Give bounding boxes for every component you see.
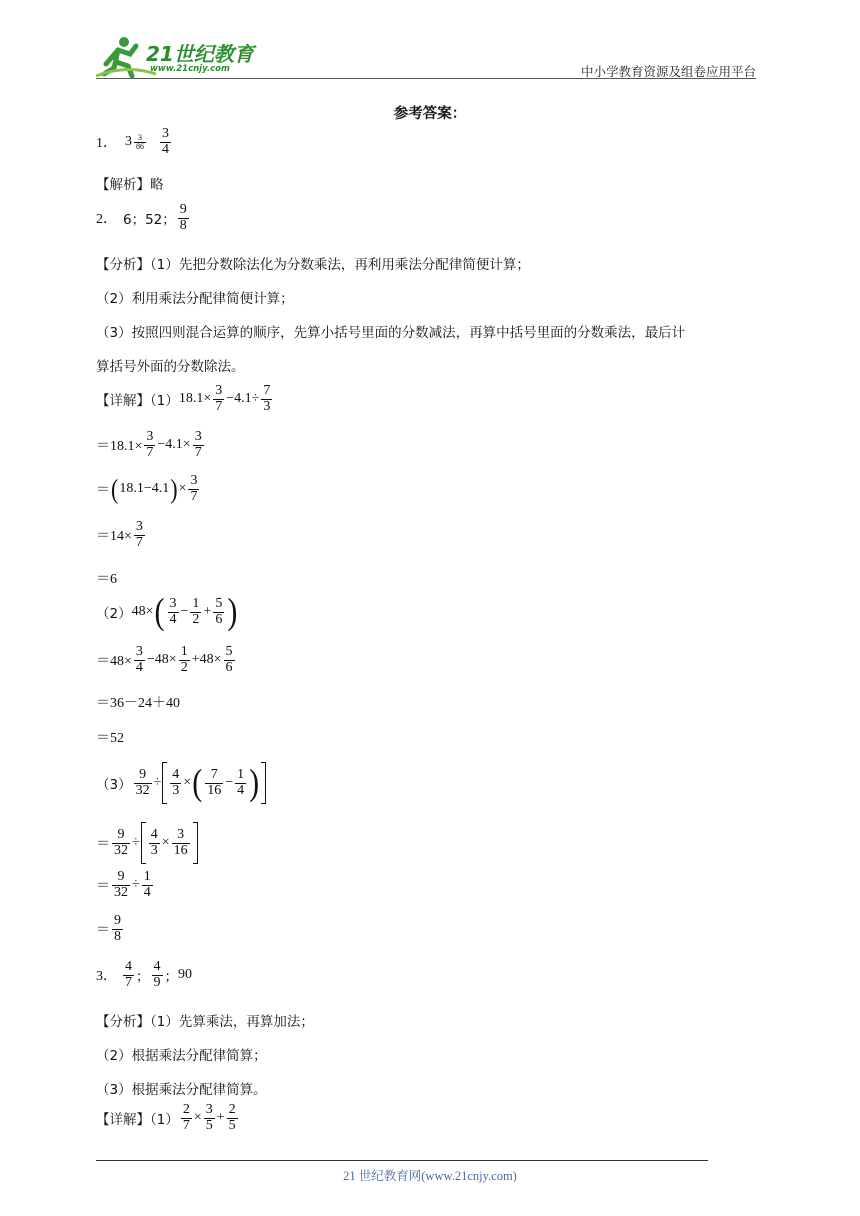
q3-analysis-3: （3）根据乘法分配律简算。: [96, 1082, 267, 1098]
q2-analysis-2: （2）利用乘法分配律简便计算；: [96, 291, 294, 307]
q2-answer: 2． 6；52； $\frac{9}{8}$: [96, 202, 187, 233]
q2-p2-result: ＝52: [96, 731, 124, 746]
footer-text: 21 世纪教育网(www.21cnjy.com): [343, 1169, 517, 1183]
page-title: 参考答案：: [393, 106, 467, 122]
q3-answer: 3． $\frac{4}{7}$ ； $\frac{4}{9}$ ； 90: [96, 959, 192, 990]
header-divider: [96, 78, 756, 79]
q2-p1-line2: ＝18.1× $\frac{3}{7}$ −4.1× $\frac{3}{7}$: [96, 429, 202, 460]
q3-analysis-1: 【分析】（1）先算乘法，再算加法；: [96, 1014, 314, 1030]
q2-p1-line1: 【详解】（1） 18.1× $\frac{3}{7}$ −4.1÷ $\frac{7}{3}$: [96, 383, 271, 414]
q2-analysis-1: 【分析】（1）先把分数除法化为分数乘法，再利用乘法分配律简便计算；: [96, 257, 530, 273]
header-platform-text: 中小学教育资源及组卷应用平台: [580, 64, 756, 79]
q2-p3-line1: （3） $\frac{9}{32}$ ÷ $\frac{4}{3}$ × ( $\frac{7}{16}$ − $\frac{1}{4}$ ): [96, 762, 267, 804]
q2-p2-line2: ＝48× $\frac{3}{4}$ −48× $\frac{1}{2}$ +48× $\frac{5}{6}$: [96, 644, 233, 675]
q2-p1-line3: ＝ ( 18.1−4.1 ) × $\frac{3}{7}$: [96, 472, 198, 505]
q1-answer: 1． 3 $\frac{3}{86}$ $\frac{3}{4}$: [96, 126, 169, 157]
q2-analysis-3a: （3）按照四则混合运算的顺序，先算小括号里面的分数减法，再算中括号里面的分数乘法，最后计: [96, 325, 686, 341]
q2-p1-result: ＝6: [96, 572, 117, 587]
q3-analysis-2: （2）根据乘法分配律简算；: [96, 1048, 267, 1064]
q1-analysis: 【解析】略: [96, 177, 164, 193]
q2-analysis-3b: 算括号外面的分数除法。: [96, 359, 245, 375]
logo-url: www.21cnjy.com: [150, 64, 230, 74]
q2-p3-line3: ＝ $\frac{9}{32}$ ÷ $\frac{1}{4}$: [96, 869, 151, 900]
q2-p3-result: ＝ $\frac{9}{8}$: [96, 913, 121, 944]
q2-p2-line3: ＝36－24＋40: [96, 696, 180, 711]
q2-p3-line2: ＝ $\frac{9}{32}$ ÷ $\frac{4}{3}$ × $\frac{3}{16}$: [96, 822, 199, 864]
q2-p1-line4: ＝14× $\frac{3}{7}$: [96, 519, 143, 550]
q2-p2-line1: （2） 48× ( $\frac{3}{4}$ − $\frac{1}{2}$ + $\frac{5}{6}$ ): [96, 590, 238, 633]
logo-text: 21世纪教育: [146, 42, 254, 66]
footer-divider: [96, 1160, 708, 1161]
q3-detail-1: 【详解】（1） $\frac{2}{7}$ × $\frac{3}{5}$ + $\frac{2}{5}$: [96, 1102, 236, 1133]
